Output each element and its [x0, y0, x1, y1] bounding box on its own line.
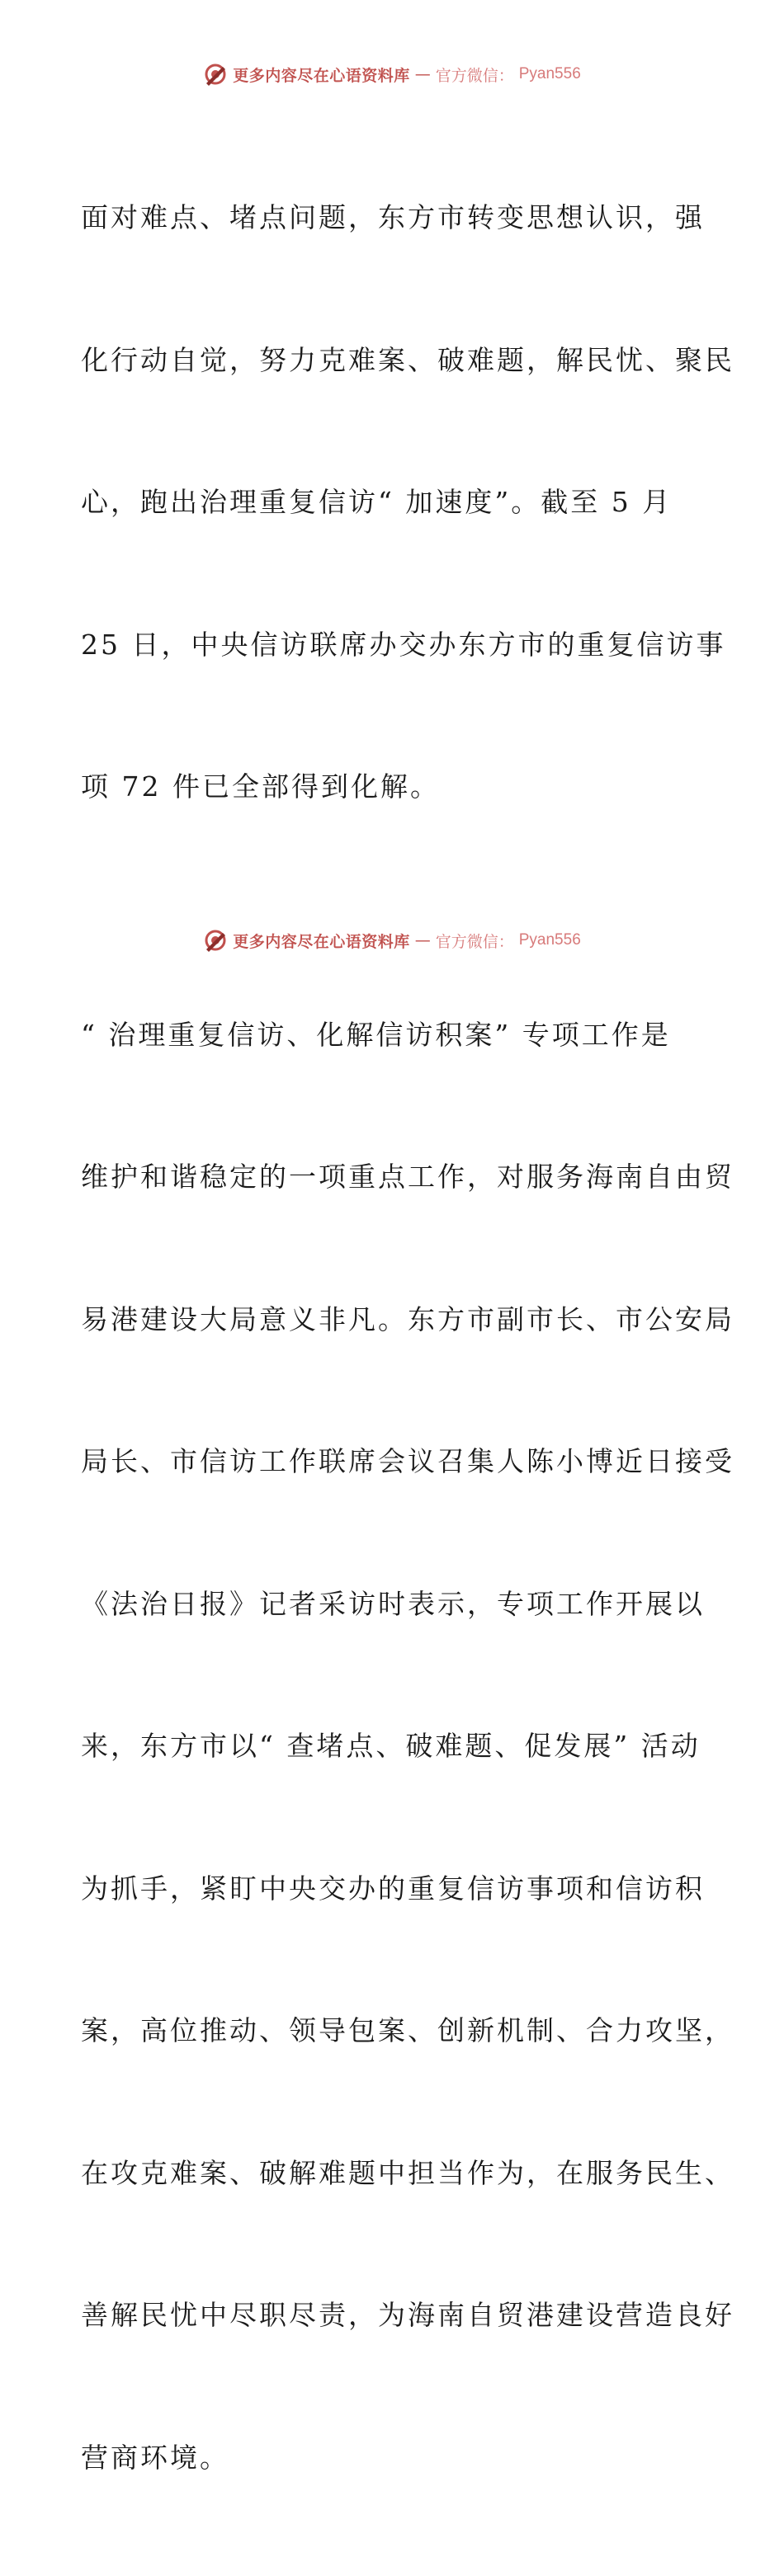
- text-line: 易港建设大局意义非凡。东方市副市长、市公安局: [81, 1296, 708, 1344]
- text-line: 心，跑出治理重复信访“ 加速度”。截至 5 月: [81, 478, 708, 526]
- banner-dash: —: [415, 65, 431, 83]
- banner-main-text: 更多内容尽在心语资料库: [233, 930, 410, 952]
- pen-logo-icon: [203, 928, 228, 953]
- text-line: 为抓手，紧盯中央交办的重复信访事项和信访积: [81, 1865, 708, 1913]
- footer-watermark-banner: [0, 925, 784, 955]
- text-line: 局长、市信访工作联席会议召集人陈小博近日接受: [81, 1438, 708, 1486]
- text-line: “ 治理重复信访、化解信访积案” 专项工作是: [81, 1011, 708, 1059]
- text-line: 案，高位推动、领导包案、创新机制、合力攻坚，: [81, 2007, 708, 2055]
- text-line: 善解民忧中尽职尽责，为海南自贸港建设营造良好: [81, 2291, 708, 2339]
- paragraph-1: [81, 99, 708, 906]
- text-line: 来，东方市以“ 查堵点、破难题、促发展” 活动: [81, 1722, 708, 1770]
- banner-dash: —: [415, 931, 431, 949]
- text-line: 项 72 件已全部得到化解。: [81, 763, 708, 811]
- banner-wechat-id: Pyan556: [519, 931, 581, 949]
- document-body: [81, 99, 708, 2576]
- text-line: 面对难点、堵点问题，东方市转变思想认识，强: [81, 194, 708, 242]
- text-line: 25 日，中央信访联席办交办东方市的重复信访事: [81, 621, 708, 669]
- banner-wechat-label: 官方微信：: [436, 930, 514, 952]
- header-watermark-banner: [0, 59, 784, 89]
- text-line: 维护和谐稳定的一项重点工作，对服务海南自由贸: [81, 1153, 708, 1201]
- banner-wechat-label: 官方微信：: [436, 64, 514, 86]
- pen-logo-icon: [203, 62, 228, 87]
- text-line: 在攻克难案、破解难题中担当作为，在服务民生、: [81, 2150, 708, 2197]
- banner-wechat-id: Pyan556: [519, 65, 581, 83]
- paragraph-2: [81, 916, 708, 2576]
- banner-main-text: 更多内容尽在心语资料库: [233, 64, 410, 86]
- text-line: 营商环境。: [81, 2434, 708, 2482]
- text-line: 化行动自觉，努力克难案、破难题，解民忧、聚民: [81, 337, 708, 384]
- text-line: 《法治日报》记者采访时表示，专项工作开展以: [81, 1580, 708, 1628]
